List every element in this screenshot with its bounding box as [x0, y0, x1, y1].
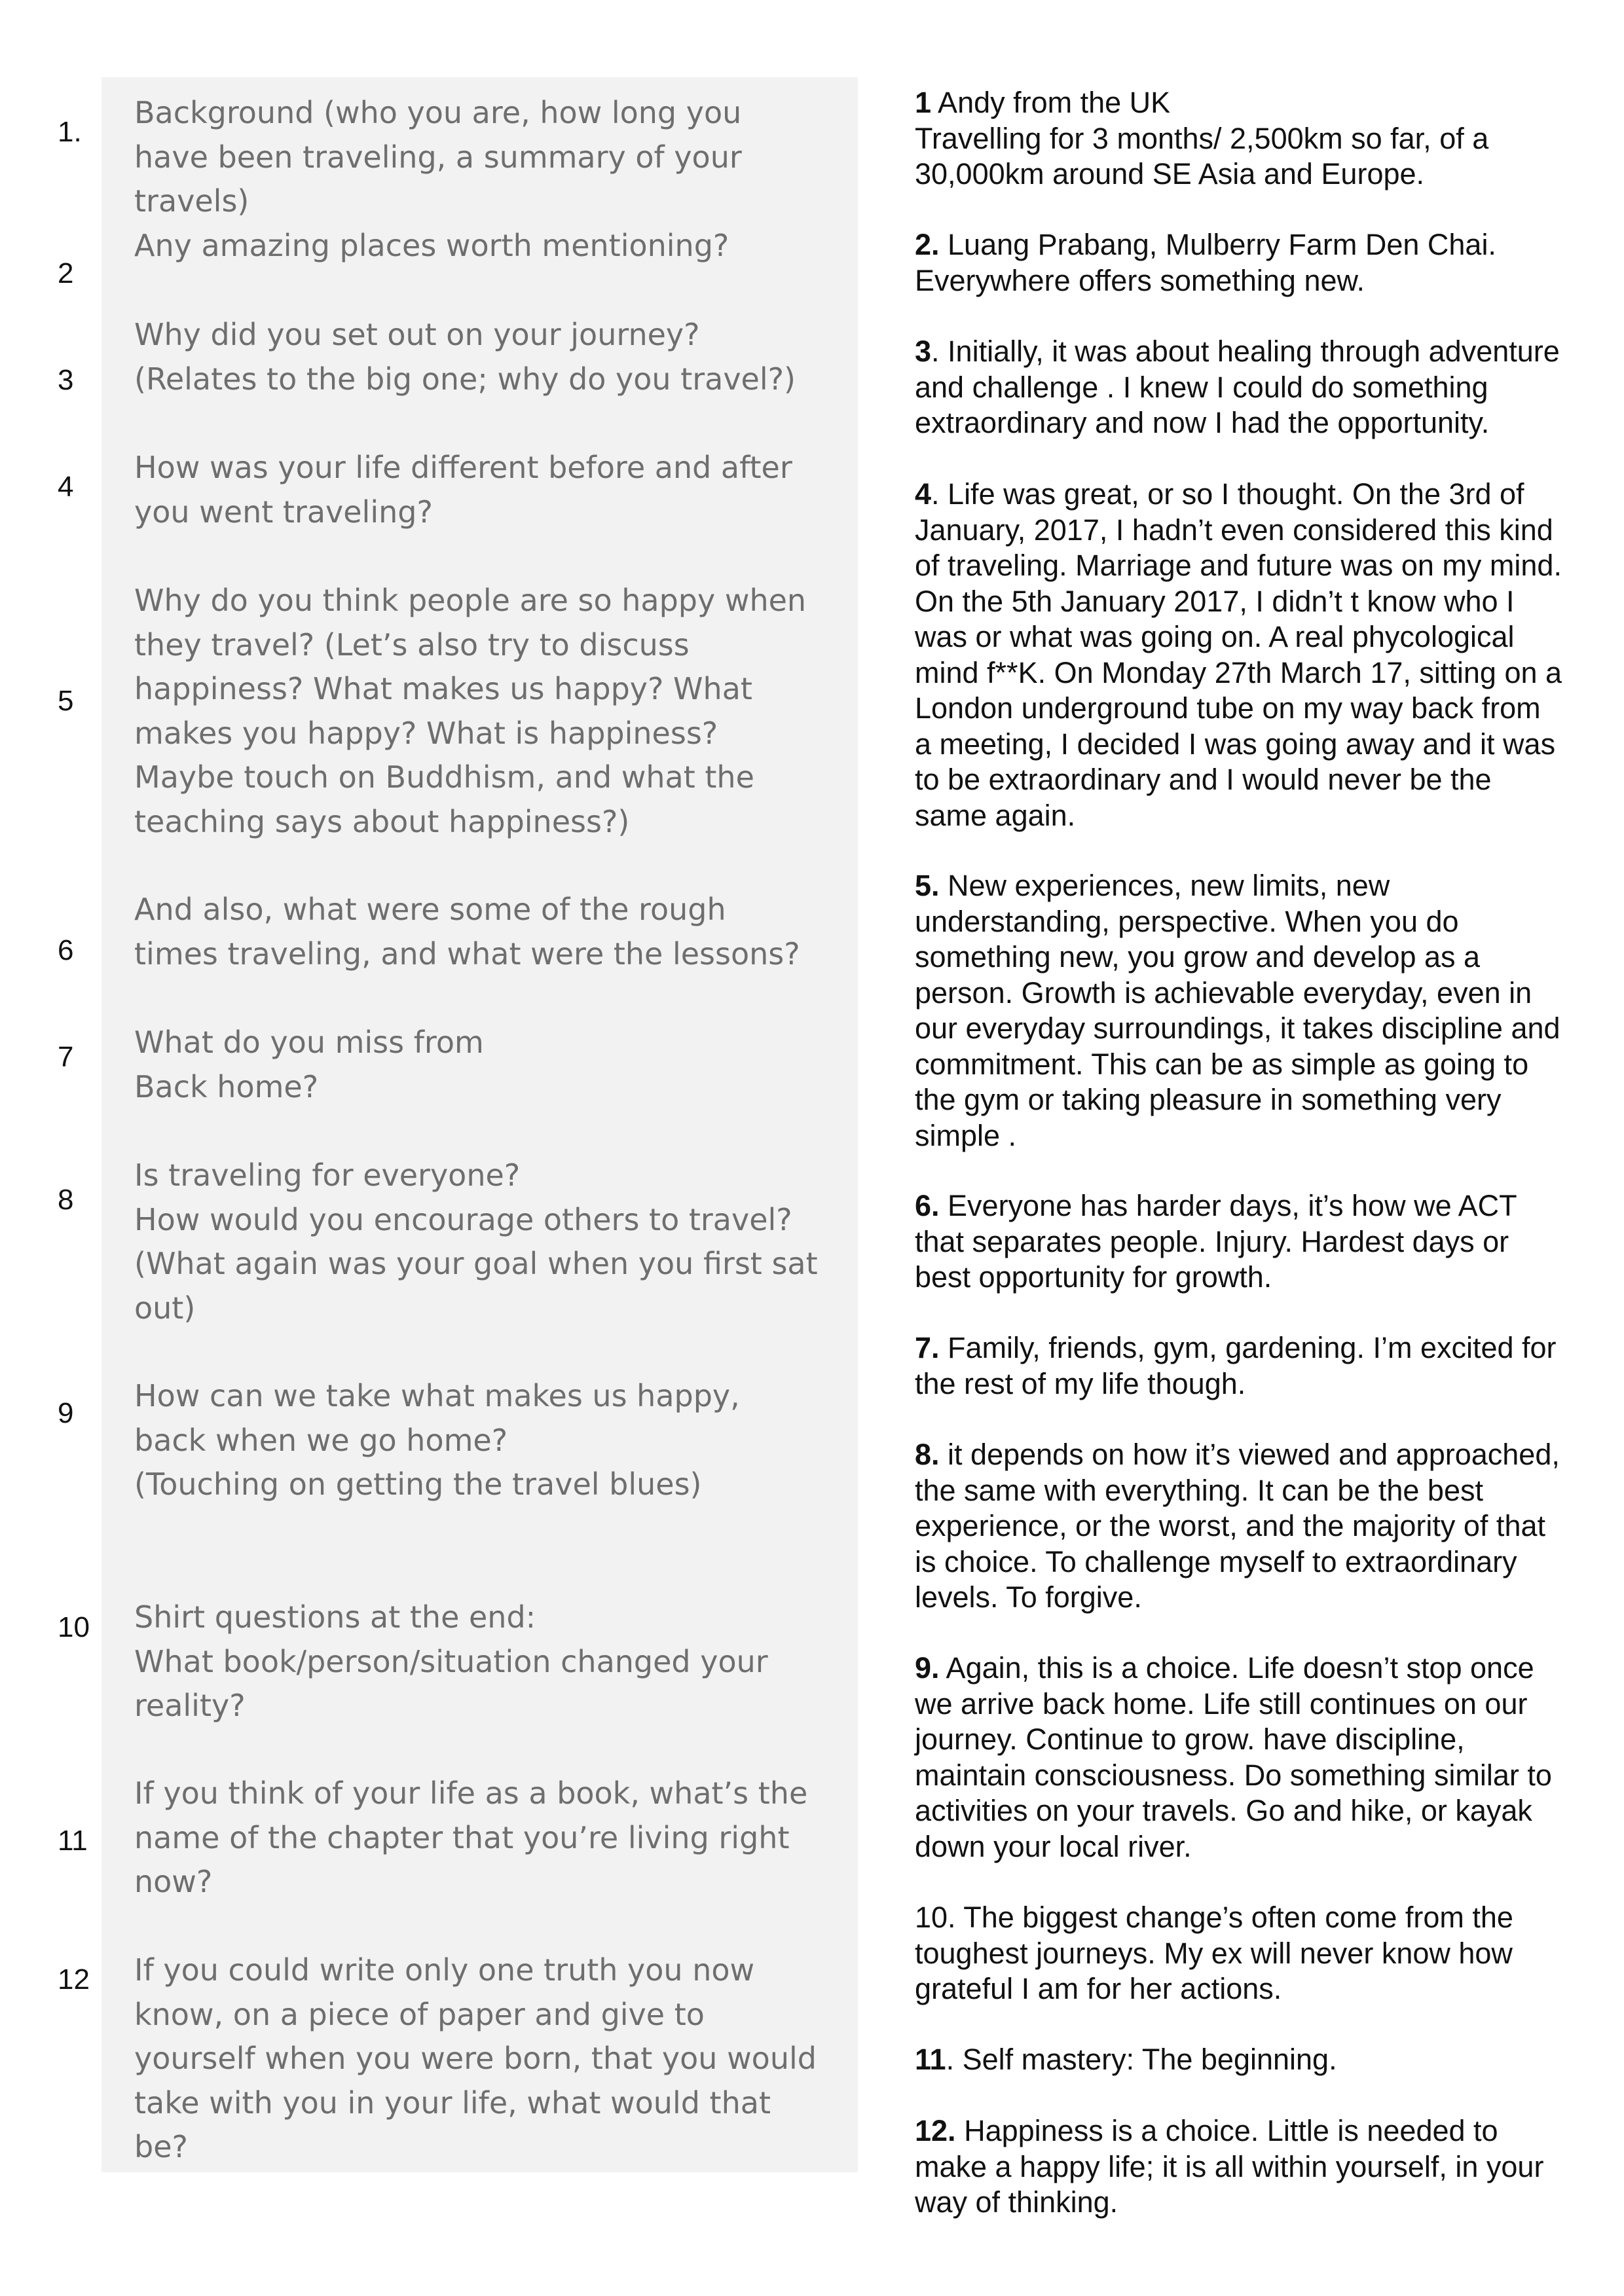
question-number-11: 11 [58, 1825, 88, 1857]
question-number-5: 5 [58, 685, 74, 717]
question-3: Why did you set out on your journey? (Relates to the big one; why do you travel?) [134, 317, 796, 397]
answer-label: 8. [915, 1438, 940, 1471]
answer-3: 3. Initially, it was about healing through adventure and challenge . I knew I could do something extraordinary and now I had the opportunity. [915, 335, 1560, 439]
answer-8: 8. it depends on how it’s viewed and approached, the same with everything. It can be the best experience, or the worst, and the majority of that is choice. To challenge myself to extraordinary levels. To forgive. [915, 1438, 1560, 1614]
answer-12: 12. Happiness is a choice. Little is needed to make a happy life; it is all within yourself, in your way of thinking. [915, 2114, 1544, 2219]
answer-label: 5. [915, 869, 940, 902]
question-number-2: 2 [58, 257, 74, 289]
question-number-9: 9 [58, 1397, 74, 1429]
answer-label: 2. [915, 228, 940, 261]
answer-label: 4 [915, 477, 932, 511]
question-number-4: 4 [58, 471, 74, 503]
question-number-10: 10 [58, 1611, 90, 1643]
answer-4: 4. Life was great, or so I thought. On the 3rd of January, 2017, I hadn’t even considered this kind of traveling. Marriage and future was on my mind. On the 5th January 2017, I didn’t t know who I was or what was going on. A real phycological mind f**K. On Monday 27th March 17, sitting on a London underground tube on my way back from a meeting, I decided I was going away and it was to be extraordinary and I would never be the same again. [915, 477, 1562, 832]
answer-2: 2. Luang Prabang, Mulberry Farm Den Chai. Everywhere offers something new. [915, 228, 1496, 297]
question-9: How can we take what makes us happy, back when we go home? (Touching on getting the travel blues) [134, 1378, 740, 1502]
question-1: Background (who you are, how long you have been traveling, a summary of your travels) [134, 95, 742, 219]
answer-5: 5. New experiences, new limits, new understanding, perspective. When you do something new, you grow and develop as a person. Growth is achievable everyday, even in our everyday surroundings, it takes discipline and commitment. This can be as simple as going to the gym or taking pleasure in something very simple . [915, 869, 1560, 1152]
question-10: Shirt questions at the end: What book/person/situation changed your reality? [134, 1599, 768, 1723]
answer-9: 9. Again, this is a choice. Life doesn’t stop once we arrive back home. Life still continues on our journey. Continue to grow. have discipline, maintain consciousness. Do something similar to activities on your travels. Go and hike, or kayak down your local river. [915, 1651, 1552, 1863]
answer-label: 12. [915, 2114, 956, 2147]
answer-label: 3 [915, 335, 932, 368]
question-7: What do you miss from Back home? [134, 1025, 484, 1104]
question-number-6: 6 [58, 934, 74, 966]
question-number-1: 1. [58, 116, 82, 148]
answer-6: 6. Everyone has harder days, it’s how we ACT that separates people. Injury. Hardest days or best opportunity for growth. [915, 1189, 1517, 1294]
question-6: And also, what were some of the rough times traveling, and what were the lessons? [134, 892, 800, 972]
answer-label: 7. [915, 1331, 940, 1364]
answer-10: 10. The biggest change’s often come from the toughest journeys. My ex will never know how grateful I am for her actions. [915, 1901, 1513, 2005]
question-12: If you could write only one truth you now know, on a piece of paper and give to yourself when you were born, that you would take with you in your life, what would that be? [134, 1952, 817, 2164]
answer-7: 7. Family, friends, gym, gardening. I’m excited for the rest of my life though. [915, 1331, 1557, 1400]
question-8: Is traveling for everyone? How would you encourage others to travel? (What again was your goal when you first sat out) [134, 1157, 818, 1326]
question-4: How was your life different before and after you went traveling? [134, 450, 792, 530]
answer-label: 1 [915, 86, 932, 119]
question-5: Why do you think people are so happy when they travel? (Let’s also try to discuss happiness? What makes us happy? What makes you happy? What is happiness? Maybe touch on Buddhism, and what the teaching says about happiness?) [134, 583, 807, 839]
answer-label: 9. [915, 1651, 940, 1685]
answer-11: 11. Self mastery: The beginning. [915, 2043, 1337, 2076]
question-number-12: 12 [58, 1963, 90, 1995]
answer-1: 1 Andy from the UK Travelling for 3 months/ 2,500km so far, of a 30,000km around SE Asia and Europe. [915, 86, 1489, 191]
question-number-3: 3 [58, 364, 74, 396]
question-2: Any amazing places worth mentioning? [134, 228, 729, 263]
question-number-8: 8 [58, 1184, 74, 1216]
question-11: If you think of your life as a book, what’s the name of the chapter that you’re living right now? [134, 1776, 808, 1899]
answer-label: 6. [915, 1189, 940, 1222]
answer-label: 11 [915, 2043, 946, 2076]
question-number-7: 7 [58, 1041, 74, 1073]
